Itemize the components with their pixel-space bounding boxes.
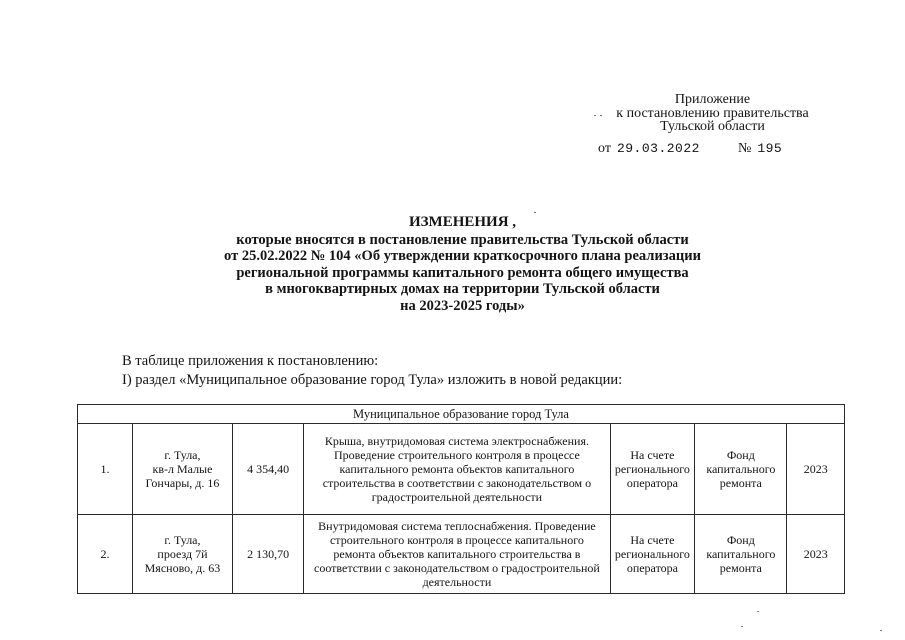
decree-reference (598, 141, 782, 157)
fund-cell (695, 515, 787, 594)
account-cell (610, 515, 695, 594)
title-line: на 2023-2025 годы» (400, 297, 525, 314)
intro-paragraph (122, 352, 622, 390)
table-row (78, 424, 845, 515)
scan-speck (594, 115, 596, 116)
fund-line: Фонд (726, 533, 755, 547)
work-line: строительного контроля в процессе капитального (329, 533, 584, 547)
changes-table (77, 404, 845, 594)
title-line: региональной программы капитального ремонта общего имущества (236, 264, 689, 281)
area-cell: 2 130,70 (232, 515, 303, 594)
intro-line: I) раздел «Муниципальное образование город Тула» изложить в новой редакции: (122, 372, 623, 388)
work-line: Проведение строительного контроля в процессе (333, 448, 580, 462)
fund-line: Фонд (726, 448, 755, 462)
work-line: ремонта объектов капитального строительства в (333, 547, 581, 561)
work-description-cell (304, 515, 610, 594)
fund-line: ремонта (719, 561, 762, 575)
account-line: оператора (626, 561, 678, 575)
account-line: регионального (614, 462, 690, 476)
account-line: регионального (614, 547, 690, 561)
number-label: № (737, 141, 752, 156)
account-line: На счете (630, 448, 675, 462)
area-cell: 4 354,40 (232, 424, 303, 515)
scan-speck (600, 115, 602, 116)
work-line: Внутридомовая система теплоснабжения. Проведение (318, 519, 596, 533)
title-heading: ИЗМЕНЕНИЯ , (408, 214, 517, 230)
row-number-cell: 1. (78, 424, 133, 515)
address-line: г. Тула, (164, 533, 201, 547)
appendix-line: к постановлению правительства (616, 105, 809, 121)
account-line: оператора (626, 476, 678, 490)
appendix-block (560, 93, 865, 134)
title-line: от 25.02.2022 № 104 «Об утверждении краткосрочного плана реализации (224, 248, 701, 264)
address-line: Мясново, д. 63 (144, 561, 221, 575)
row-number-cell: 2. (78, 515, 133, 594)
address-cell (132, 424, 232, 515)
work-line: деятельности (422, 575, 492, 589)
work-line: капитального ремонта объектов капитального (339, 462, 575, 476)
table-section-header-row (78, 405, 845, 424)
appendix-line: Тульской области (660, 119, 765, 134)
scan-speck (741, 626, 743, 627)
document-title (150, 214, 775, 314)
table-row (78, 515, 845, 594)
work-description-cell (304, 424, 610, 515)
address-line: кв-л Малые (152, 462, 213, 476)
fund-line: капитального (706, 462, 776, 476)
address-line: г. Тула, (164, 448, 201, 462)
work-line: строительства в соответствии с законодательством о (322, 476, 592, 490)
decree-number: 195 (757, 141, 783, 156)
address-line: Гончары, д. 16 (145, 476, 220, 490)
work-line: градостроительной деятельности (371, 490, 543, 504)
work-line: Крыша, внутридомовая система электроснабжения. (324, 434, 589, 448)
section-header-cell: Муниципальное образование город Тула (78, 405, 845, 424)
account-cell (610, 424, 695, 515)
year-cell: 2023 (787, 515, 845, 594)
address-cell (132, 515, 232, 594)
year-cell: 2023 (787, 424, 845, 515)
work-line: соответствии с законодательством о градостроительной (314, 561, 600, 575)
title-line: в многоквартирных домах на территории Тульской области (265, 281, 660, 297)
account-line: На счете (630, 533, 675, 547)
scan-speck (534, 212, 536, 213)
intro-line: В таблице приложения к постановлению: (122, 353, 379, 369)
appendix-line: Приложение (674, 92, 751, 107)
fund-line: ремонта (719, 476, 762, 490)
fund-cell (695, 424, 787, 515)
scan-speck (880, 630, 882, 631)
address-line: проезд 7й (157, 547, 208, 561)
decree-date: 29.03.2022 (616, 141, 700, 156)
scan-speck (757, 611, 759, 612)
date-label: от (598, 141, 611, 156)
fund-line: капитального (706, 547, 776, 561)
title-line: которые вносятся в постановление правительства Тульской области (236, 231, 689, 248)
